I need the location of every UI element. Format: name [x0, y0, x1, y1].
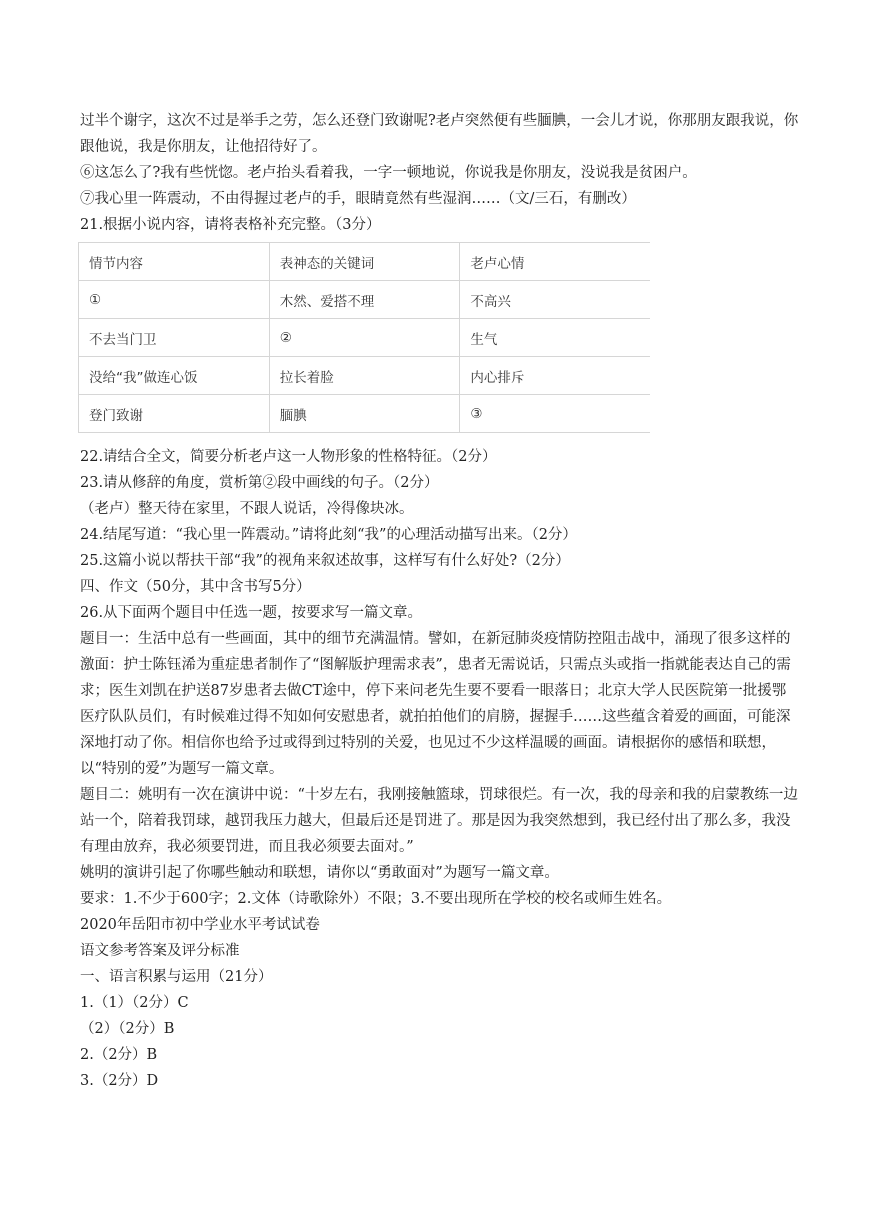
story-ending-section	[80, 108, 800, 238]
answer-1-1: 1.（1）（2分）C	[80, 995, 189, 1011]
table-cell: 登门致谢	[79, 395, 270, 433]
answer-key-title: 语文参考答案及评分标准	[80, 943, 240, 959]
answer-1-2: （2）（2分）B	[80, 1021, 175, 1037]
question-24: 24.结尾写道：“我心里一阵震动。”请将此刻“我”的心理活动描写出来。（2分）	[80, 527, 577, 543]
question-22: 22.请结合全文，简要分析老卢这一人物形象的性格特征。（2分）	[80, 449, 497, 465]
answer-3: 3.（2分）D	[80, 1073, 159, 1089]
table-cell: 拉长着脸	[269, 357, 460, 395]
question-21: 21.根据小说内容，请将表格补充完整。（3分）	[80, 217, 381, 233]
table-row	[79, 319, 651, 357]
table-row	[79, 281, 651, 319]
table-cell: 不去当门卫	[79, 319, 270, 357]
table-header-row	[79, 243, 651, 281]
essay-section-heading: 四、作文（50分，其中含书写5分）	[80, 579, 311, 595]
essay-topic-2: 题目二：姚明有一次在演讲中说：“十岁左右，我刚接触篮球，罚球很烂。有一次，我的母亲和我的启蒙教练一边站一个，陪着我罚球，越罚我压力越大，但最后还是罚进了。那是因为我突然想到，我已经付出了那么多，我没有理由放弃，我必须要罚进，而且我必须要去面对。”	[80, 787, 798, 855]
table-cell: 不高兴	[460, 281, 650, 319]
quoted-sentence: （老卢）整天待在家里，不跟人说话，冷得像块冰。	[80, 501, 414, 517]
plot-table	[78, 242, 650, 433]
question-26: 26.从下面两个题目中任选一题，按要求写一篇文章。	[80, 605, 423, 621]
story-paragraph-6: ⑥这怎么了?我有些恍惚。老卢抬头看着我，一字一顿地说，你说我是你朋友，没说我是贫困户。	[80, 165, 697, 181]
table-cell: 木然、爱搭不理	[269, 281, 460, 319]
table-cell: ②	[269, 319, 460, 357]
table-cell: ③	[460, 395, 650, 433]
table-row	[79, 357, 651, 395]
table-cell: 内心排斥	[460, 357, 650, 395]
table-row	[79, 395, 651, 433]
table-cell: 生气	[460, 319, 650, 357]
question-25: 25.这篇小说以帮扶干部“我”的视角来叙述故事，这样写有什么好处?（2分）	[80, 553, 570, 569]
question-23: 23.请从修辞的角度，赏析第②段中画线的句子。（2分）	[80, 475, 439, 491]
table-cell: 没给“我”做连心饭	[79, 357, 270, 395]
questions-and-answers-section	[80, 444, 800, 1094]
story-paragraph-5-end: 过半个谢字，这次不过是举手之劳，怎么还登门致谢呢?老卢突然便有些腼腆，一会儿才说，你那朋友跟我说，你跟他说，我是你朋友，让他招待好了。	[80, 113, 799, 155]
table-header-cell: 情节内容	[79, 243, 270, 281]
table-cell: ①	[79, 281, 270, 319]
essay-topic-1: 题目一：生活中总有一些画面，其中的细节充满温情。譬如，在新冠肺炎疫情防控阻击战中，涌现了很多这样的激面：护士陈钰浠为重症患者制作了“图解版护理需求表”，患者无需说话，只需点头或指一指就能表达自己的需求；医生刘凯在护送87岁患者去做CT途中，停下来问老先生要不要看一眼落日；北京大学人民医院第一批援鄂医疗队队员们，有时候难过得不知如何安慰患者，就拍拍他们的肩膀，握握手……这些蕴含着爱的画面，可能深深地打动了你。相信你也给予过或得到过特别的关爱，也见过不少这样温暖的画面。请根据你的感悟和联想，以“特别的爱”为题写一篇文章。	[80, 631, 791, 777]
table-header-cell: 表神态的关键词	[269, 243, 460, 281]
essay-requirements: 要求：1.不少于600字；2.文体（诗歌除外）不限；3.不要出现所在学校的校名或师生姓名。	[80, 891, 672, 907]
story-paragraph-7: ⑦我心里一阵震动，不由得握过老卢的手，眼睛竟然有些湿润……（文/三石，有删改）	[80, 191, 636, 207]
answer-2: 2.（2分）B	[80, 1047, 158, 1063]
table-cell: 腼腆	[269, 395, 460, 433]
answer-key-exam-title: 2020年岳阳市初中学业水平考试试卷	[80, 917, 320, 933]
table-header-cell: 老卢心情	[460, 243, 650, 281]
essay-topic-2-prompt: 姚明的演讲引起了你哪些触动和联想，请你以“勇敢面对”为题写一篇文章。	[80, 865, 559, 881]
answer-section-heading: 一、语言积累与运用（21分）	[80, 969, 273, 985]
